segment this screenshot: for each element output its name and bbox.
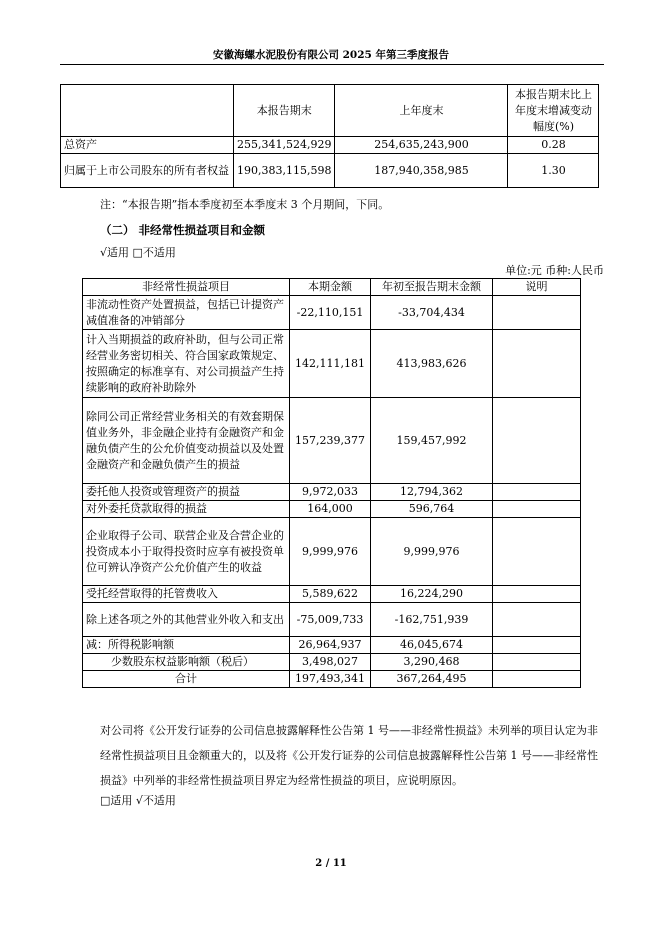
row-current: -75,009,733 xyxy=(290,603,371,637)
row-item: 企业取得子公司、联营企业及合营企业的投资成本小于取得投资时应享有被投资单位可辨认净资产公允价值产生的收益 xyxy=(83,518,290,586)
table-row xyxy=(61,137,599,154)
row-prior: 187,940,358,985 xyxy=(335,154,508,188)
unit-label: 单位:元 币种:人民币 xyxy=(505,264,604,277)
table-header-cell: 年初至报告期末金额 xyxy=(371,279,493,296)
row-ytd: 3,290,468 xyxy=(371,654,493,671)
table-row xyxy=(83,330,581,398)
row-current: 26,964,937 xyxy=(290,637,371,654)
table-header-cell xyxy=(61,85,234,137)
applicable-checkbox-2: □适用 √不适用 xyxy=(100,794,176,807)
row-note xyxy=(493,484,581,501)
table-header-cell: 说明 xyxy=(493,279,581,296)
row-note xyxy=(493,671,581,688)
header-rule xyxy=(60,64,604,65)
row-current: 3,498,027 xyxy=(290,654,371,671)
row-item: 合计 xyxy=(83,671,290,688)
page-number: 2 / 11 xyxy=(315,858,347,869)
row-note xyxy=(493,296,581,330)
row-current: 9,999,976 xyxy=(290,518,371,586)
balance-table xyxy=(60,84,599,188)
row-ytd: 9,999,976 xyxy=(371,518,493,586)
row-current: 157,239,377 xyxy=(290,398,371,484)
row-note xyxy=(493,398,581,484)
row-note xyxy=(493,586,581,603)
row-ytd: -33,704,434 xyxy=(371,296,493,330)
row-item: 计入当期损益的政府补助，但与公司正常经营业务密切相关、符合国家政策规定、按照确定的标准享有、对公司损益产生持续影响的政府补助除外 xyxy=(83,330,290,398)
table-header-row xyxy=(61,85,599,137)
row-current: 142,111,181 xyxy=(290,330,371,398)
table-header-cell: 本期金额 xyxy=(290,279,371,296)
row-current: 197,493,341 xyxy=(290,671,371,688)
row-item: 对外委托贷款取得的损益 xyxy=(83,501,290,518)
explanation-paragraph: 对公司将《公开发行证券的公司信息披露解释性公告第 1 号——非经常性损益》未列举的项目认定为非经常性损益项目且金额重大的，以及将《公开发行证券的公司信息披露解释性公告第 1 号——非经常性损益》中列举的非经常性损益项目界定为经常性损益的项目，应说明原因。 xyxy=(100,724,598,787)
table-row xyxy=(61,154,599,188)
table-row xyxy=(83,501,581,518)
row-current: 255,341,524,929 xyxy=(234,137,335,154)
row-ytd: 159,457,992 xyxy=(371,398,493,484)
row-item: 总资产 xyxy=(61,137,234,154)
row-prior: 254,635,243,900 xyxy=(335,137,508,154)
table-header-cell: 本报告期末 xyxy=(234,85,335,137)
row-ytd: 16,224,290 xyxy=(371,586,493,603)
row-ytd: 46,045,674 xyxy=(371,637,493,654)
row-ytd: 596,764 xyxy=(371,501,493,518)
table-row xyxy=(83,484,581,501)
table-header-cell: 上年度末 xyxy=(335,85,508,137)
table-row xyxy=(83,296,581,330)
row-note xyxy=(493,654,581,671)
row-item: 归属于上市公司股东的所有者权益 xyxy=(61,154,234,188)
table-row xyxy=(83,518,581,586)
row-item: 委托他人投资或管理资产的损益 xyxy=(83,484,290,501)
row-ytd: 413,983,626 xyxy=(371,330,493,398)
table-header-cell: 非经常性损益项目 xyxy=(83,279,290,296)
table-row xyxy=(83,637,581,654)
table-total-row xyxy=(83,671,581,688)
row-current: 5,589,622 xyxy=(290,586,371,603)
table-header-row xyxy=(83,279,581,296)
page-header-title: 安徽海螺水泥股份有限公司 2025 年第三季度报告 xyxy=(212,49,450,61)
row-item: 除上述各项之外的其他营业外收入和支出 xyxy=(83,603,290,637)
row-item: 除同公司正常经营业务相关的有效套期保值业务外，非金融企业持有金融资产和金融负债产生的公允价值变动损益以及处置金融资产和金融负债产生的损益 xyxy=(83,398,290,484)
row-item: 少数股东权益影响额（税后） xyxy=(83,654,290,671)
row-ytd: -162,751,939 xyxy=(371,603,493,637)
row-note xyxy=(493,637,581,654)
table-row xyxy=(83,398,581,484)
row-current: 190,383,115,598 xyxy=(234,154,335,188)
row-note xyxy=(493,501,581,518)
footnote: 注：“本报告期”指本季度初至本季度末 3 个月期间，下同。 xyxy=(100,198,390,211)
row-change: 1.30 xyxy=(508,154,599,188)
row-item: 减：所得税影响额 xyxy=(83,637,290,654)
row-current: -22,110,151 xyxy=(290,296,371,330)
row-current: 164,000 xyxy=(290,501,371,518)
row-ytd: 12,794,362 xyxy=(371,484,493,501)
table-header-cell: 本报告期末比上年度末增减变动幅度(%) xyxy=(508,85,599,137)
non-recurring-table xyxy=(82,278,581,688)
row-item: 非流动性资产处置损益，包括已计提资产减值准备的冲销部分 xyxy=(83,296,290,330)
row-current: 9,972,033 xyxy=(290,484,371,501)
row-note xyxy=(493,330,581,398)
row-ytd: 367,264,495 xyxy=(371,671,493,688)
section-title: （二） 非经常性损益项目和金额 xyxy=(100,223,266,237)
row-note xyxy=(493,518,581,586)
table-row xyxy=(83,586,581,603)
row-note xyxy=(493,603,581,637)
applicable-checkbox: √适用 □不适用 xyxy=(100,246,176,259)
row-item: 受托经营取得的托管费收入 xyxy=(83,586,290,603)
table-row xyxy=(83,603,581,637)
row-change: 0.28 xyxy=(508,137,599,154)
table-row xyxy=(83,654,581,671)
